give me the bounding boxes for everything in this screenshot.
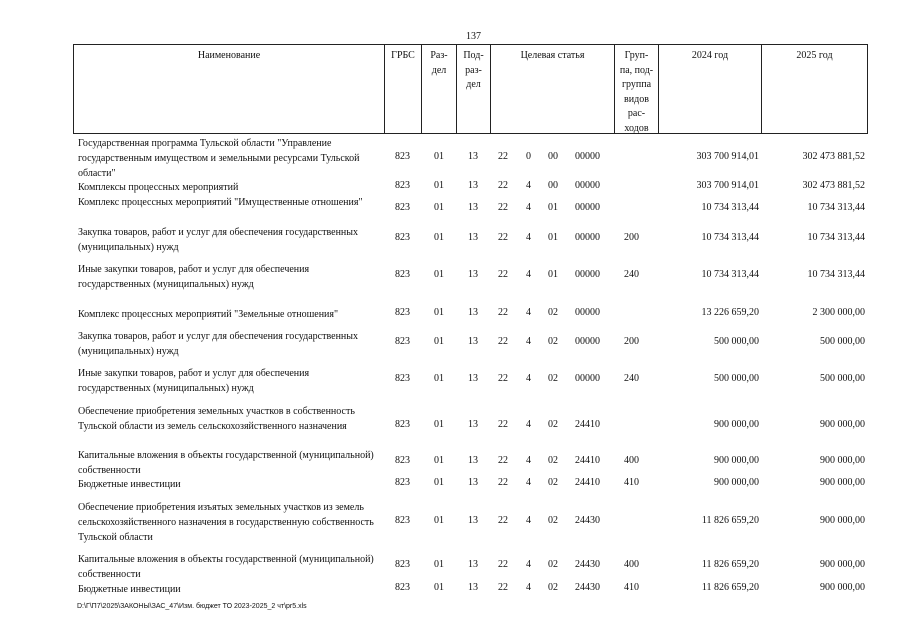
cell-vr: 400 bbox=[624, 559, 639, 570]
cell-grbs: 823 bbox=[395, 419, 410, 430]
cell-y2025: 302 473 881,52 bbox=[802, 180, 865, 191]
cell-rz: 01 bbox=[434, 515, 444, 526]
cell-cs4: 00000 bbox=[575, 269, 600, 280]
cell-grbs: 823 bbox=[395, 373, 410, 384]
cell-cs2: 4 bbox=[526, 336, 531, 347]
cell-y2024: 10 734 313,44 bbox=[701, 202, 759, 213]
cell-pr: 13 bbox=[468, 232, 478, 243]
cell-cs1: 22 bbox=[498, 477, 508, 488]
cell-rz: 01 bbox=[434, 559, 444, 570]
cell-rz: 01 bbox=[434, 202, 444, 213]
row-name: Комплексы процессных мероприятий bbox=[78, 182, 239, 193]
cell-y2024: 11 826 659,20 bbox=[701, 582, 759, 593]
cell-pr: 13 bbox=[468, 180, 478, 191]
cell-y2025: 900 000,00 bbox=[820, 582, 865, 593]
row-name: Обеспечение приобретения земельных участков в собственность Тульской области из земель сельскохозяйственного назначения bbox=[78, 406, 355, 432]
cell-cs3: 00 bbox=[548, 151, 558, 162]
cell-grbs: 823 bbox=[395, 269, 410, 280]
cell-grbs: 823 bbox=[395, 307, 410, 318]
cell-grbs: 823 bbox=[395, 477, 410, 488]
row-name: Закупка товаров, работ и услуг для обеспечения государственных (муниципальных) нужд bbox=[78, 331, 359, 357]
row-name: Иные закупки товаров, работ и услуг для обеспечения государственных (муниципальных) нужд bbox=[78, 264, 310, 290]
cell-cs4: 24410 bbox=[575, 419, 600, 430]
cell-y2025: 900 000,00 bbox=[820, 515, 865, 526]
cell-pr: 13 bbox=[468, 202, 478, 213]
cell-cs1: 22 bbox=[498, 180, 508, 191]
cell-y2025: 10 734 313,44 bbox=[807, 269, 865, 280]
cell-cs4: 24430 bbox=[575, 582, 600, 593]
cell-cs3: 02 bbox=[548, 515, 558, 526]
cell-y2025: 10 734 313,44 bbox=[807, 202, 865, 213]
cell-pr: 13 bbox=[468, 455, 478, 466]
cell-pr: 13 bbox=[468, 582, 478, 593]
cell-cs3: 02 bbox=[548, 477, 558, 488]
cell-grbs: 823 bbox=[395, 151, 410, 162]
cell-cs3: 02 bbox=[548, 455, 558, 466]
cell-cs2: 4 bbox=[526, 180, 531, 191]
cell-cs3: 02 bbox=[548, 307, 558, 318]
cell-grbs: 823 bbox=[395, 559, 410, 570]
row-name: Комплекс процессных мероприятий "Земельные отношения" bbox=[78, 309, 339, 320]
cell-y2024: 10 734 313,44 bbox=[701, 232, 759, 243]
cell-cs4: 00000 bbox=[575, 232, 600, 243]
cell-grbs: 823 bbox=[395, 180, 410, 191]
cell-pr: 13 bbox=[468, 307, 478, 318]
cell-y2025: 900 000,00 bbox=[820, 477, 865, 488]
cell-y2025: 2 300 000,00 bbox=[812, 307, 865, 318]
cell-cs1: 22 bbox=[498, 336, 508, 347]
row-name: Закупка товаров, работ и услуг для обеспечения государственных (муниципальных) нужд bbox=[78, 227, 359, 253]
cell-grbs: 823 bbox=[395, 515, 410, 526]
cell-grbs: 823 bbox=[395, 582, 410, 593]
row-name: Капитальные вложения в объекты государственной (муниципальной) собственности bbox=[78, 554, 374, 580]
cell-cs4: 00000 bbox=[575, 336, 600, 347]
cell-cs2: 4 bbox=[526, 582, 531, 593]
row-name: Бюджетные инвестиции bbox=[78, 479, 181, 490]
cell-pr: 13 bbox=[468, 373, 478, 384]
header-2024: 2024 год bbox=[659, 45, 762, 133]
cell-y2024: 11 826 659,20 bbox=[701, 515, 759, 526]
cell-cs1: 22 bbox=[498, 582, 508, 593]
cell-grbs: 823 bbox=[395, 202, 410, 213]
cell-vr: 200 bbox=[624, 232, 639, 243]
cell-cs1: 22 bbox=[498, 202, 508, 213]
cell-cs2: 4 bbox=[526, 515, 531, 526]
cell-cs3: 02 bbox=[548, 336, 558, 347]
cell-vr: 410 bbox=[624, 477, 639, 488]
row-name: Бюджетные инвестиции bbox=[78, 584, 181, 595]
cell-cs2: 4 bbox=[526, 307, 531, 318]
cell-cs3: 00 bbox=[548, 180, 558, 191]
cell-cs1: 22 bbox=[498, 373, 508, 384]
cell-cs2: 4 bbox=[526, 455, 531, 466]
cell-rz: 01 bbox=[434, 455, 444, 466]
cell-rz: 01 bbox=[434, 477, 444, 488]
header-podrazdel: Под- раз- дел bbox=[457, 45, 491, 133]
cell-cs1: 22 bbox=[498, 419, 508, 430]
cell-cs4: 24430 bbox=[575, 515, 600, 526]
cell-cs4: 24430 bbox=[575, 559, 600, 570]
cell-vr: 240 bbox=[624, 269, 639, 280]
cell-pr: 13 bbox=[468, 151, 478, 162]
row-name: Обеспечение приобретения изъятых земельных участков из земель сельскохозяйственного назначения в государственную собственность Тульской области bbox=[78, 502, 374, 543]
cell-cs4: 00000 bbox=[575, 373, 600, 384]
cell-pr: 13 bbox=[468, 559, 478, 570]
header-2025: 2025 год bbox=[796, 50, 833, 61]
cell-cs4: 00000 bbox=[575, 307, 600, 318]
cell-rz: 01 bbox=[434, 180, 444, 191]
cell-y2025: 900 000,00 bbox=[820, 419, 865, 430]
cell-cs1: 22 bbox=[498, 232, 508, 243]
cell-cs4: 00000 bbox=[575, 151, 600, 162]
row-name: Комплекс процессных мероприятий "Имущественные отношения" bbox=[78, 197, 363, 208]
cell-y2024: 303 700 914,01 bbox=[696, 151, 759, 162]
cell-rz: 01 bbox=[434, 582, 444, 593]
footer-path: D:\Г\П7\2025\ЗАКОНЫ\ЗАС_47\Изм. бюджет ТО 2023-2025_2 чт\pr5.xls bbox=[77, 603, 307, 610]
cell-rz: 01 bbox=[434, 307, 444, 318]
cell-y2024: 11 826 659,20 bbox=[701, 559, 759, 570]
cell-rz: 01 bbox=[434, 373, 444, 384]
cell-cs3: 02 bbox=[548, 559, 558, 570]
cell-y2025: 302 473 881,52 bbox=[802, 151, 865, 162]
cell-y2024: 900 000,00 bbox=[714, 477, 759, 488]
cell-vr: 240 bbox=[624, 373, 639, 384]
cell-cs3: 01 bbox=[548, 232, 558, 243]
cell-cs3: 02 bbox=[548, 582, 558, 593]
cell-cs2: 4 bbox=[526, 232, 531, 243]
cell-cs1: 22 bbox=[498, 515, 508, 526]
cell-pr: 13 bbox=[468, 477, 478, 488]
row-name: Иные закупки товаров, работ и услуг для обеспечения государственных (муниципальных) нужд bbox=[78, 368, 310, 394]
cell-cs2: 4 bbox=[526, 373, 531, 384]
cell-cs2: 4 bbox=[526, 419, 531, 430]
cell-cs4: 24410 bbox=[575, 477, 600, 488]
cell-cs3: 02 bbox=[548, 419, 558, 430]
cell-y2025: 10 734 313,44 bbox=[807, 232, 865, 243]
cell-cs1: 22 bbox=[498, 559, 508, 570]
cell-cs2: 4 bbox=[526, 269, 531, 280]
cell-cs1: 22 bbox=[498, 307, 508, 318]
cell-vr: 400 bbox=[624, 455, 639, 466]
cell-rz: 01 bbox=[434, 419, 444, 430]
cell-cs4: 24410 bbox=[575, 455, 600, 466]
header-group: Груп- па, под- группа видов рас- ходов bbox=[615, 45, 659, 133]
cell-pr: 13 bbox=[468, 269, 478, 280]
cell-vr: 410 bbox=[624, 582, 639, 593]
cell-cs1: 22 bbox=[498, 151, 508, 162]
cell-y2025: 500 000,00 bbox=[820, 336, 865, 347]
cell-cs4: 00000 bbox=[575, 202, 600, 213]
header-grbs: ГРБС bbox=[385, 45, 422, 133]
cell-y2024: 500 000,00 bbox=[714, 336, 759, 347]
cell-rz: 01 bbox=[434, 232, 444, 243]
cell-pr: 13 bbox=[468, 419, 478, 430]
cell-y2024: 13 226 659,20 bbox=[701, 307, 759, 318]
cell-cs2: 4 bbox=[526, 202, 531, 213]
cell-y2025: 500 000,00 bbox=[820, 373, 865, 384]
cell-cs4: 00000 bbox=[575, 180, 600, 191]
cell-y2024: 900 000,00 bbox=[714, 455, 759, 466]
header-razdel: Раз- дел bbox=[422, 45, 457, 133]
cell-cs3: 01 bbox=[548, 202, 558, 213]
cell-cs3: 02 bbox=[548, 373, 558, 384]
cell-grbs: 823 bbox=[395, 455, 410, 466]
cell-cs2: 4 bbox=[526, 559, 531, 570]
cell-cs2: 4 bbox=[526, 477, 531, 488]
row-name: Капитальные вложения в объекты государственной (муниципальной) собственности bbox=[78, 450, 374, 476]
cell-cs1: 22 bbox=[498, 455, 508, 466]
cell-rz: 01 bbox=[434, 269, 444, 280]
cell-grbs: 823 bbox=[395, 336, 410, 347]
cell-y2024: 900 000,00 bbox=[714, 419, 759, 430]
cell-pr: 13 bbox=[468, 336, 478, 347]
cell-cs3: 01 bbox=[548, 269, 558, 280]
page-number: 137 bbox=[466, 31, 481, 42]
cell-y2025: 900 000,00 bbox=[820, 455, 865, 466]
cell-y2024: 10 734 313,44 bbox=[701, 269, 759, 280]
header-target: Целевая статья bbox=[491, 45, 615, 133]
cell-y2024: 303 700 914,01 bbox=[696, 180, 759, 191]
cell-y2024: 500 000,00 bbox=[714, 373, 759, 384]
cell-cs2: 0 bbox=[526, 151, 531, 162]
cell-vr: 200 bbox=[624, 336, 639, 347]
cell-rz: 01 bbox=[434, 151, 444, 162]
row-name: Государственная программа Тульской области "Управление государственным имуществом и земельными ресурсами Тульской области" bbox=[78, 138, 360, 179]
cell-y2025: 900 000,00 bbox=[820, 559, 865, 570]
cell-pr: 13 bbox=[468, 515, 478, 526]
table-header bbox=[73, 44, 868, 134]
cell-cs1: 22 bbox=[498, 269, 508, 280]
header-name: Наименование bbox=[74, 45, 385, 133]
cell-rz: 01 bbox=[434, 336, 444, 347]
cell-grbs: 823 bbox=[395, 232, 410, 243]
